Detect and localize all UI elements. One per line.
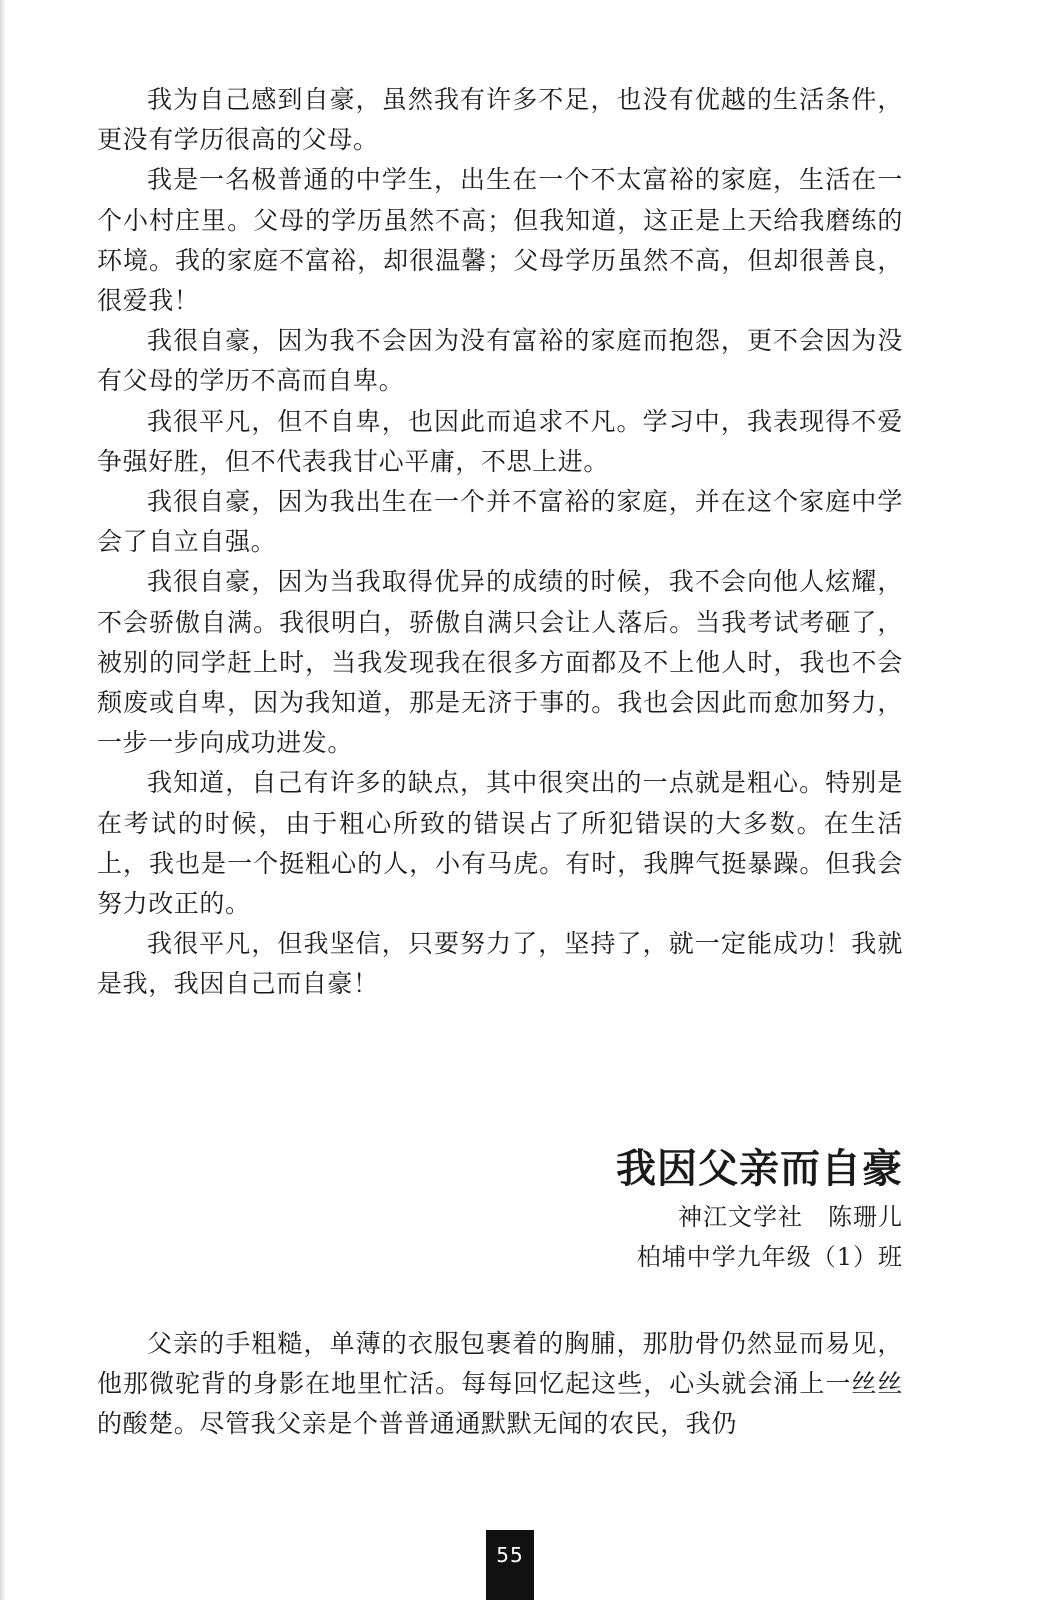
essay-1-paragraph-3: 我很自豪，因为我不会因为没有富裕的家庭而抱怨，更不会因为没有父母的学历不高而自卑。 xyxy=(97,326,903,396)
essay-1-paragraph-5: 我很自豪，因为我出生在一个并不富裕的家庭，并在这个家庭中学会了自立自强。 xyxy=(97,487,903,557)
essay-2-school-class: 柏埔中学九年级（1）班 xyxy=(636,1243,903,1271)
essay-2-heading xyxy=(616,1145,903,1277)
essay-2-title: 我因父亲而自豪 xyxy=(616,1146,903,1192)
essay-1-paragraph-6: 我很自豪，因为当我取得优异的成绩的时候，我不会向他人炫耀，不会骄傲自满。我很明白，骄傲自满只会让人落后。当我考试考砸了，被别的同学赶上时，当我发现我在很多方面都及不上他人时，我也不会颓废或自卑，因为我知道，那是无济于事的。我也会因此而愈加努力，一步一步向成功进发。 xyxy=(97,567,903,758)
essay-1-paragraph-8: 我很平凡，但我坚信，只要努力了，坚持了，就一定能成功！我就是我，我因自己而自豪！ xyxy=(97,929,903,999)
page-number: 55 xyxy=(486,1530,534,1600)
essay-1-paragraph-7: 我知道，自己有许多的缺点，其中很突出的一点就是粗心。特别是在考试的时候，由于粗心所致的错误占了所犯错误的大多数。在生活上，我也是一个挺粗心的人，小有马虎。有时，我脾气挺暴躁。但我会努力改正的。 xyxy=(97,768,903,919)
essay-1-body xyxy=(97,80,903,1005)
essay-1-paragraph-2: 我是一名极普通的中学生，出生在一个不太富裕的家庭，生活在一个小村庄里。父母的学历虽然不高；但我知道，这正是上天给我磨练的环境。我的家庭不富裕，却很温馨；父母学历虽然不高，但却很善良，很爱我！ xyxy=(97,165,903,316)
page-binding-edge xyxy=(0,0,6,1600)
essay-2-author: 神江文学社 陈珊儿 xyxy=(678,1203,903,1231)
essay-2-body xyxy=(97,1324,903,1445)
essay-1-paragraph-4: 我很平凡，但不自卑，也因此而追求不凡。学习中，我表现得不爱争强好胜，但不代表我甘心平庸，不思上进。 xyxy=(97,406,903,476)
essay-1-paragraph-1: 我为自己感到自豪，虽然我有许多不足，也没有优越的生活条件，更没有学历很高的父母。 xyxy=(97,85,903,155)
essay-2-paragraph-1: 父亲的手粗糙，单薄的衣服包裹着的胸脯，那肋骨仍然显而易见，他那微驼背的身影在地里忙活。每每回忆起这些，心头就会涌上一丝丝的酸楚。尽管我父亲是个普普通通默默无闻的农民，我仍 xyxy=(97,1329,903,1439)
